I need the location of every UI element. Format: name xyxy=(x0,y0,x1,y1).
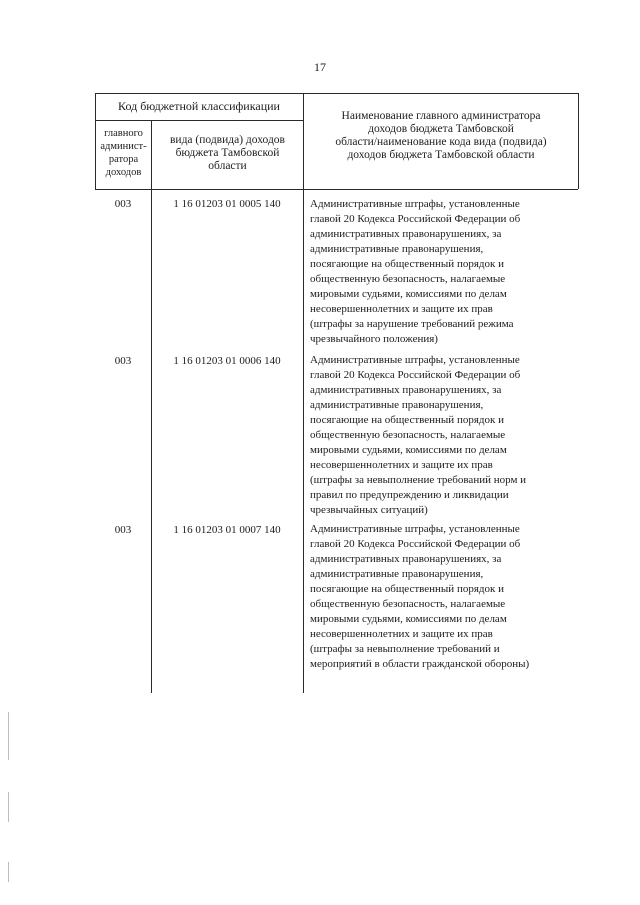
header-group-label: Код бюджетной классификации xyxy=(118,99,280,113)
header-col-name-line: доходов бюджета Тамбовской области xyxy=(347,149,535,161)
table-group-divider xyxy=(95,120,303,121)
row-description-line: (штрафы за невыполнение требований норм и xyxy=(310,474,527,486)
scan-margin-mark xyxy=(8,712,9,760)
row-description-line: административных правонарушениях, за xyxy=(310,384,502,396)
row-description-line: главой 20 Кодекса Российской Федерации об xyxy=(310,213,521,225)
row-description-line: (штрафы за нарушение требований режима xyxy=(310,318,514,330)
row-description-line: главой 20 Кодекса Российской Федерации об xyxy=(310,369,521,381)
row-income-code: 1 16 01203 01 0007 140 xyxy=(173,524,281,536)
row-description-line: административные правонарушения, xyxy=(310,399,484,411)
row-description-line: административные правонарушения, xyxy=(310,243,484,255)
table-right-border xyxy=(578,93,579,189)
table-divider-name xyxy=(303,93,304,693)
table-header-bottom xyxy=(95,189,578,190)
row-description-line: общественную безопасность, налагаемые xyxy=(310,273,506,285)
scan-margin-mark xyxy=(8,862,9,882)
row-admin-code: 003 xyxy=(114,198,132,210)
row-description xyxy=(310,197,572,347)
row-description-line: общественную безопасность, налагаемые xyxy=(310,598,506,610)
row-description-line: Административные штрафы, установленные xyxy=(310,354,520,366)
row-description-line: правил по предупреждению и ликвидации xyxy=(310,489,509,501)
row-admin-code: 003 xyxy=(114,355,132,367)
row-description-line: мировыми судьями, комиссиями по делам xyxy=(310,444,507,456)
header-col-admin-line: ратора xyxy=(108,154,139,165)
row-description-line: чрезвычайных ситуаций) xyxy=(310,504,428,516)
row-description-line: общественную безопасность, налагаемые xyxy=(310,429,506,441)
header-col-income-line: области xyxy=(208,160,247,172)
row-income-code: 1 16 01203 01 0006 140 xyxy=(173,355,281,367)
header-col-admin-line: админист- xyxy=(100,141,147,152)
row-description-line: посягающие на общественный порядок и xyxy=(310,414,504,426)
header-col-income-line: бюджета Тамбовской xyxy=(175,147,280,159)
header-col-name xyxy=(304,110,578,162)
header-col-admin xyxy=(96,127,151,179)
row-description-line: посягающие на общественный порядок и xyxy=(310,258,504,270)
row-description-line: главой 20 Кодекса Российской Федерации об xyxy=(310,538,521,550)
page-number: 17 xyxy=(314,60,326,74)
header-col-income-line: вида (подвида) доходов xyxy=(170,134,285,146)
row-description-line: посягающие на общественный порядок и xyxy=(310,583,504,595)
header-col-income xyxy=(152,134,303,173)
row-description-line: (штрафы за невыполнение требований и xyxy=(310,643,500,655)
row-description-line: административных правонарушениях, за xyxy=(310,228,502,240)
row-description-line: несовершеннолетних и защите их прав xyxy=(310,459,493,471)
row-description-line: мероприятий в области гражданской обороны) xyxy=(310,658,530,670)
header-col-admin-line: главного xyxy=(104,128,143,139)
row-description-line: чрезвычайного положения) xyxy=(310,333,438,345)
row-description-line: Административные штрафы, установленные xyxy=(310,523,520,535)
row-description xyxy=(310,353,572,518)
table-top-border xyxy=(95,93,578,94)
header-col-admin-line: доходов xyxy=(105,167,142,178)
header-col-name-line: доходов бюджета Тамбовской xyxy=(368,123,514,135)
row-income-code: 1 16 01203 01 0005 140 xyxy=(173,198,281,210)
header-col-name-line: Наименование главного администратора xyxy=(341,110,541,122)
row-description-line: мировыми судьями, комиссиями по делам xyxy=(310,288,507,300)
row-description-line: несовершеннолетних и защите их прав xyxy=(310,628,493,640)
row-description-line: административные правонарушения, xyxy=(310,568,484,580)
row-description-line: мировыми судьями, комиссиями по делам xyxy=(310,613,507,625)
row-description-line: административных правонарушениях, за xyxy=(310,553,502,565)
row-description xyxy=(310,522,572,672)
row-description-line: Административные штрафы, установленные xyxy=(310,198,520,210)
scan-margin-mark xyxy=(8,792,9,822)
row-description-line: несовершеннолетних и защите их прав xyxy=(310,303,493,315)
row-admin-code: 003 xyxy=(114,524,132,536)
header-col-name-line: области/наименование кода вида (подвида) xyxy=(335,136,547,148)
